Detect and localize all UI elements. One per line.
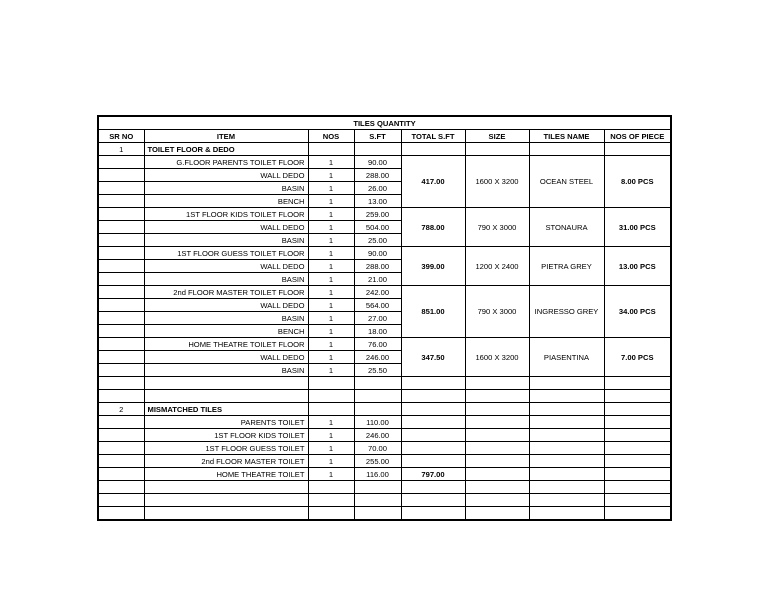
sr-no-cell[interactable] — [98, 247, 144, 260]
empty-cell[interactable] — [98, 390, 144, 403]
sr-no-cell[interactable] — [98, 416, 144, 429]
empty-cell[interactable] — [465, 455, 529, 468]
empty-cell[interactable] — [354, 403, 401, 416]
nos-of-piece-cell[interactable]: 8.00 PCS — [604, 156, 671, 208]
table-body — [98, 143, 671, 521]
nos-cell[interactable]: 1 — [308, 468, 354, 481]
sr-no-cell[interactable]: 2 — [98, 403, 144, 416]
sr-no-cell[interactable] — [98, 364, 144, 377]
nos-of-piece-cell[interactable]: 13.00 PCS — [604, 247, 671, 286]
empty-cell[interactable] — [604, 481, 671, 494]
size-cell[interactable]: 1200 X 2400 — [465, 247, 529, 286]
empty-cell[interactable] — [401, 143, 465, 156]
nos-of-piece-cell[interactable]: 34.00 PCS — [604, 286, 671, 338]
empty-cell[interactable] — [308, 494, 354, 507]
nos-cell[interactable]: 1 — [308, 247, 354, 260]
item-cell[interactable]: HOME THEATRE TOILET FLOOR — [144, 338, 308, 351]
empty-cell[interactable] — [98, 377, 144, 390]
empty-cell[interactable] — [401, 390, 465, 403]
sr-no-cell[interactable] — [98, 260, 144, 273]
total-sft-cell[interactable]: 788.00 — [401, 208, 465, 247]
empty-cell[interactable] — [465, 143, 529, 156]
item-cell[interactable]: BASIN — [144, 273, 308, 286]
total-sft-cell[interactable]: 399.00 — [401, 247, 465, 286]
empty-cell[interactable] — [144, 494, 308, 507]
sft-cell[interactable]: 13.00 — [354, 195, 401, 208]
nos-cell[interactable]: 1 — [308, 442, 354, 455]
table-row — [98, 338, 671, 351]
tiles-name-cell[interactable]: INGRESSO GREY — [529, 286, 604, 338]
empty-cell[interactable] — [465, 507, 529, 521]
sft-cell[interactable]: 70.00 — [354, 442, 401, 455]
empty-row — [98, 494, 671, 507]
item-cell[interactable]: BENCH — [144, 195, 308, 208]
nos-cell[interactable]: 1 — [308, 455, 354, 468]
sr-no-cell[interactable] — [98, 468, 144, 481]
sr-no-cell[interactable] — [98, 169, 144, 182]
empty-row — [98, 507, 671, 521]
empty-cell[interactable] — [604, 377, 671, 390]
item-cell[interactable]: WALL DEDO — [144, 260, 308, 273]
size-cell[interactable]: 790 X 3000 — [465, 286, 529, 338]
empty-cell[interactable] — [465, 442, 529, 455]
empty-cell[interactable] — [529, 494, 604, 507]
sr-no-cell[interactable] — [98, 234, 144, 247]
item-cell[interactable]: BASIN — [144, 182, 308, 195]
empty-cell[interactable] — [529, 416, 604, 429]
sft-cell[interactable]: 21.00 — [354, 273, 401, 286]
empty-cell[interactable] — [529, 455, 604, 468]
empty-cell[interactable] — [308, 377, 354, 390]
empty-cell[interactable] — [465, 481, 529, 494]
item-cell[interactable]: WALL DEDO — [144, 299, 308, 312]
sr-no-cell[interactable] — [98, 221, 144, 234]
table-row — [98, 468, 671, 481]
table-row — [98, 455, 671, 468]
sr-no-cell[interactable] — [98, 429, 144, 442]
total-sft-cell[interactable] — [401, 416, 465, 429]
empty-cell[interactable] — [401, 507, 465, 521]
empty-cell[interactable] — [401, 494, 465, 507]
nos-cell[interactable]: 1 — [308, 182, 354, 195]
nos-cell[interactable]: 1 — [308, 273, 354, 286]
sr-no-cell[interactable] — [98, 182, 144, 195]
tiles-name-cell[interactable]: OCEAN STEEL — [529, 156, 604, 208]
sft-cell[interactable]: 76.00 — [354, 338, 401, 351]
empty-cell[interactable] — [98, 481, 144, 494]
total-sft-cell[interactable]: 347.50 — [401, 338, 465, 377]
sft-cell[interactable]: 116.00 — [354, 468, 401, 481]
empty-cell[interactable] — [529, 143, 604, 156]
item-cell[interactable]: WALL DEDO — [144, 221, 308, 234]
header-item[interactable]: ITEM — [144, 130, 308, 143]
empty-row — [98, 481, 671, 494]
empty-cell[interactable] — [529, 403, 604, 416]
table-row — [98, 416, 671, 429]
sr-no-cell[interactable] — [98, 351, 144, 364]
sft-cell[interactable]: 110.00 — [354, 416, 401, 429]
empty-row — [98, 377, 671, 390]
sr-no-cell[interactable] — [98, 208, 144, 221]
sft-cell[interactable]: 504.00 — [354, 221, 401, 234]
item-cell[interactable]: 1ST FLOOR GUESS TOILET — [144, 442, 308, 455]
item-cell[interactable]: HOME THEATRE TOILET — [144, 468, 308, 481]
nos-cell[interactable]: 1 — [308, 338, 354, 351]
empty-cell[interactable] — [604, 403, 671, 416]
sft-cell[interactable]: 26.00 — [354, 182, 401, 195]
empty-row — [98, 390, 671, 403]
empty-cell[interactable] — [604, 416, 671, 429]
item-cell[interactable]: WALL DEDO — [144, 169, 308, 182]
table-row — [98, 442, 671, 455]
sr-no-cell[interactable] — [98, 455, 144, 468]
empty-cell[interactable] — [604, 455, 671, 468]
section-row — [98, 143, 671, 156]
sr-no-cell[interactable] — [98, 442, 144, 455]
total-sft-cell[interactable]: 797.00 — [401, 468, 465, 481]
empty-cell[interactable] — [465, 403, 529, 416]
nos-cell[interactable]: 1 — [308, 260, 354, 273]
tiles-quantity-sheet — [97, 115, 670, 521]
sr-no-cell[interactable] — [98, 299, 144, 312]
tiles-name-cell[interactable]: PIETRA GREY — [529, 247, 604, 286]
sft-cell[interactable]: 246.00 — [354, 429, 401, 442]
size-cell[interactable]: 1600 X 3200 — [465, 156, 529, 208]
nos-of-piece-cell[interactable]: 7.00 PCS — [604, 338, 671, 377]
empty-cell[interactable] — [604, 468, 671, 481]
empty-cell[interactable] — [465, 468, 529, 481]
empty-cell[interactable] — [144, 377, 308, 390]
sr-no-cell[interactable] — [98, 286, 144, 299]
nos-cell[interactable]: 1 — [308, 364, 354, 377]
item-cell[interactable]: 2nd FLOOR MASTER TOILET — [144, 455, 308, 468]
sr-no-cell[interactable] — [98, 325, 144, 338]
sft-cell[interactable]: 27.00 — [354, 312, 401, 325]
empty-cell[interactable] — [465, 494, 529, 507]
table-row — [98, 247, 671, 260]
total-sft-cell[interactable] — [401, 429, 465, 442]
empty-cell[interactable] — [529, 468, 604, 481]
total-sft-cell[interactable]: 851.00 — [401, 286, 465, 338]
sft-cell[interactable]: 242.00 — [354, 286, 401, 299]
nos-cell[interactable]: 1 — [308, 221, 354, 234]
empty-cell[interactable] — [401, 377, 465, 390]
sft-cell[interactable]: 90.00 — [354, 156, 401, 169]
nos-cell[interactable]: 1 — [308, 286, 354, 299]
empty-cell[interactable] — [144, 507, 308, 521]
nos-cell[interactable]: 1 — [308, 156, 354, 169]
header-nos-of-piece[interactable]: NOS OF PIECE — [604, 130, 671, 143]
empty-cell[interactable] — [354, 377, 401, 390]
empty-cell[interactable] — [144, 390, 308, 403]
empty-cell[interactable] — [401, 403, 465, 416]
sr-no-cell[interactable] — [98, 312, 144, 325]
item-cell[interactable]: WALL DEDO — [144, 351, 308, 364]
empty-cell[interactable] — [529, 429, 604, 442]
sft-cell[interactable]: 90.00 — [354, 247, 401, 260]
empty-cell[interactable] — [604, 429, 671, 442]
empty-cell[interactable] — [354, 507, 401, 521]
tiles-quantity-table — [97, 115, 672, 521]
empty-cell[interactable] — [465, 416, 529, 429]
total-sft-cell[interactable] — [401, 442, 465, 455]
empty-cell[interactable] — [144, 481, 308, 494]
nos-cell[interactable]: 1 — [308, 195, 354, 208]
nos-cell[interactable]: 1 — [308, 169, 354, 182]
sft-cell[interactable]: 259.00 — [354, 208, 401, 221]
item-cell[interactable]: G.FLOOR PARENTS TOILET FLOOR — [144, 156, 308, 169]
empty-cell[interactable] — [604, 143, 671, 156]
empty-cell[interactable] — [465, 429, 529, 442]
item-cell[interactable]: BASIN — [144, 312, 308, 325]
sft-cell[interactable]: 288.00 — [354, 260, 401, 273]
empty-cell[interactable] — [308, 507, 354, 521]
nos-cell[interactable]: 1 — [308, 299, 354, 312]
item-cell[interactable]: 1ST FLOOR KIDS TOILET — [144, 429, 308, 442]
item-cell[interactable]: 1ST FLOOR GUESS TOILET FLOOR — [144, 247, 308, 260]
empty-cell[interactable] — [529, 481, 604, 494]
empty-cell[interactable] — [401, 481, 465, 494]
empty-cell[interactable] — [308, 481, 354, 494]
size-cell[interactable]: 790 X 3000 — [465, 208, 529, 247]
nos-cell[interactable]: 1 — [308, 325, 354, 338]
table-row — [98, 208, 671, 221]
nos-of-piece-cell[interactable]: 31.00 PCS — [604, 208, 671, 247]
total-sft-cell[interactable] — [401, 455, 465, 468]
nos-cell[interactable]: 1 — [308, 351, 354, 364]
nos-cell[interactable]: 1 — [308, 416, 354, 429]
empty-cell[interactable] — [465, 377, 529, 390]
empty-cell[interactable] — [98, 507, 144, 521]
sr-no-cell[interactable] — [98, 156, 144, 169]
section-name-cell[interactable]: MISMATCHED TILES — [144, 403, 308, 416]
nos-cell[interactable]: 1 — [308, 312, 354, 325]
empty-cell[interactable] — [465, 390, 529, 403]
table-row — [98, 429, 671, 442]
header-total-sft[interactable]: TOTAL S.FT — [401, 130, 465, 143]
sr-no-cell[interactable] — [98, 273, 144, 286]
item-cell[interactable]: BASIN — [144, 364, 308, 377]
tiles-name-cell[interactable]: STONAURA — [529, 208, 604, 247]
header-nos[interactable]: NOS — [308, 130, 354, 143]
item-cell[interactable]: 1ST FLOOR KIDS TOILET FLOOR — [144, 208, 308, 221]
nos-cell[interactable]: 1 — [308, 208, 354, 221]
sft-cell[interactable]: 255.00 — [354, 455, 401, 468]
empty-cell[interactable] — [354, 143, 401, 156]
sft-cell[interactable]: 25.50 — [354, 364, 401, 377]
total-sft-cell[interactable]: 417.00 — [401, 156, 465, 208]
sft-cell[interactable]: 246.00 — [354, 351, 401, 364]
item-cell[interactable]: BASIN — [144, 234, 308, 247]
tiles-name-cell[interactable]: PIASENTINA — [529, 338, 604, 377]
empty-cell[interactable] — [604, 507, 671, 521]
empty-cell[interactable] — [98, 494, 144, 507]
nos-cell[interactable]: 1 — [308, 234, 354, 247]
empty-cell[interactable] — [529, 507, 604, 521]
empty-cell[interactable] — [308, 390, 354, 403]
empty-cell[interactable] — [529, 390, 604, 403]
header-sft[interactable]: S.FT — [354, 130, 401, 143]
empty-cell[interactable] — [604, 390, 671, 403]
section-row — [98, 403, 671, 416]
header-size[interactable]: SIZE — [465, 130, 529, 143]
item-cell[interactable]: 2nd FLOOR MASTER TOILET FLOOR — [144, 286, 308, 299]
header-tiles-name[interactable]: TILES NAME — [529, 130, 604, 143]
sr-no-cell[interactable] — [98, 195, 144, 208]
empty-cell[interactable] — [529, 442, 604, 455]
sft-cell[interactable]: 288.00 — [354, 169, 401, 182]
section-name-cell[interactable]: TOILET FLOOR & DEDO — [144, 143, 308, 156]
empty-cell[interactable] — [604, 442, 671, 455]
empty-cell[interactable] — [354, 390, 401, 403]
sr-no-cell[interactable] — [98, 338, 144, 351]
item-cell[interactable]: PARENTS TOILET — [144, 416, 308, 429]
sft-cell[interactable]: 18.00 — [354, 325, 401, 338]
table-row — [98, 286, 671, 299]
sft-cell[interactable]: 564.00 — [354, 299, 401, 312]
empty-cell[interactable] — [308, 403, 354, 416]
empty-cell[interactable] — [354, 481, 401, 494]
empty-cell[interactable] — [354, 494, 401, 507]
size-cell[interactable]: 1600 X 3200 — [465, 338, 529, 377]
item-cell[interactable]: BENCH — [144, 325, 308, 338]
nos-cell[interactable]: 1 — [308, 429, 354, 442]
table-row — [98, 156, 671, 169]
empty-cell[interactable] — [529, 377, 604, 390]
empty-cell[interactable] — [604, 494, 671, 507]
sr-no-cell[interactable]: 1 — [98, 143, 144, 156]
sft-cell[interactable]: 25.00 — [354, 234, 401, 247]
empty-cell[interactable] — [308, 143, 354, 156]
header-sr-no[interactable]: SR NO — [98, 130, 144, 143]
table-title[interactable]: TILES QUANTITY — [98, 116, 671, 130]
